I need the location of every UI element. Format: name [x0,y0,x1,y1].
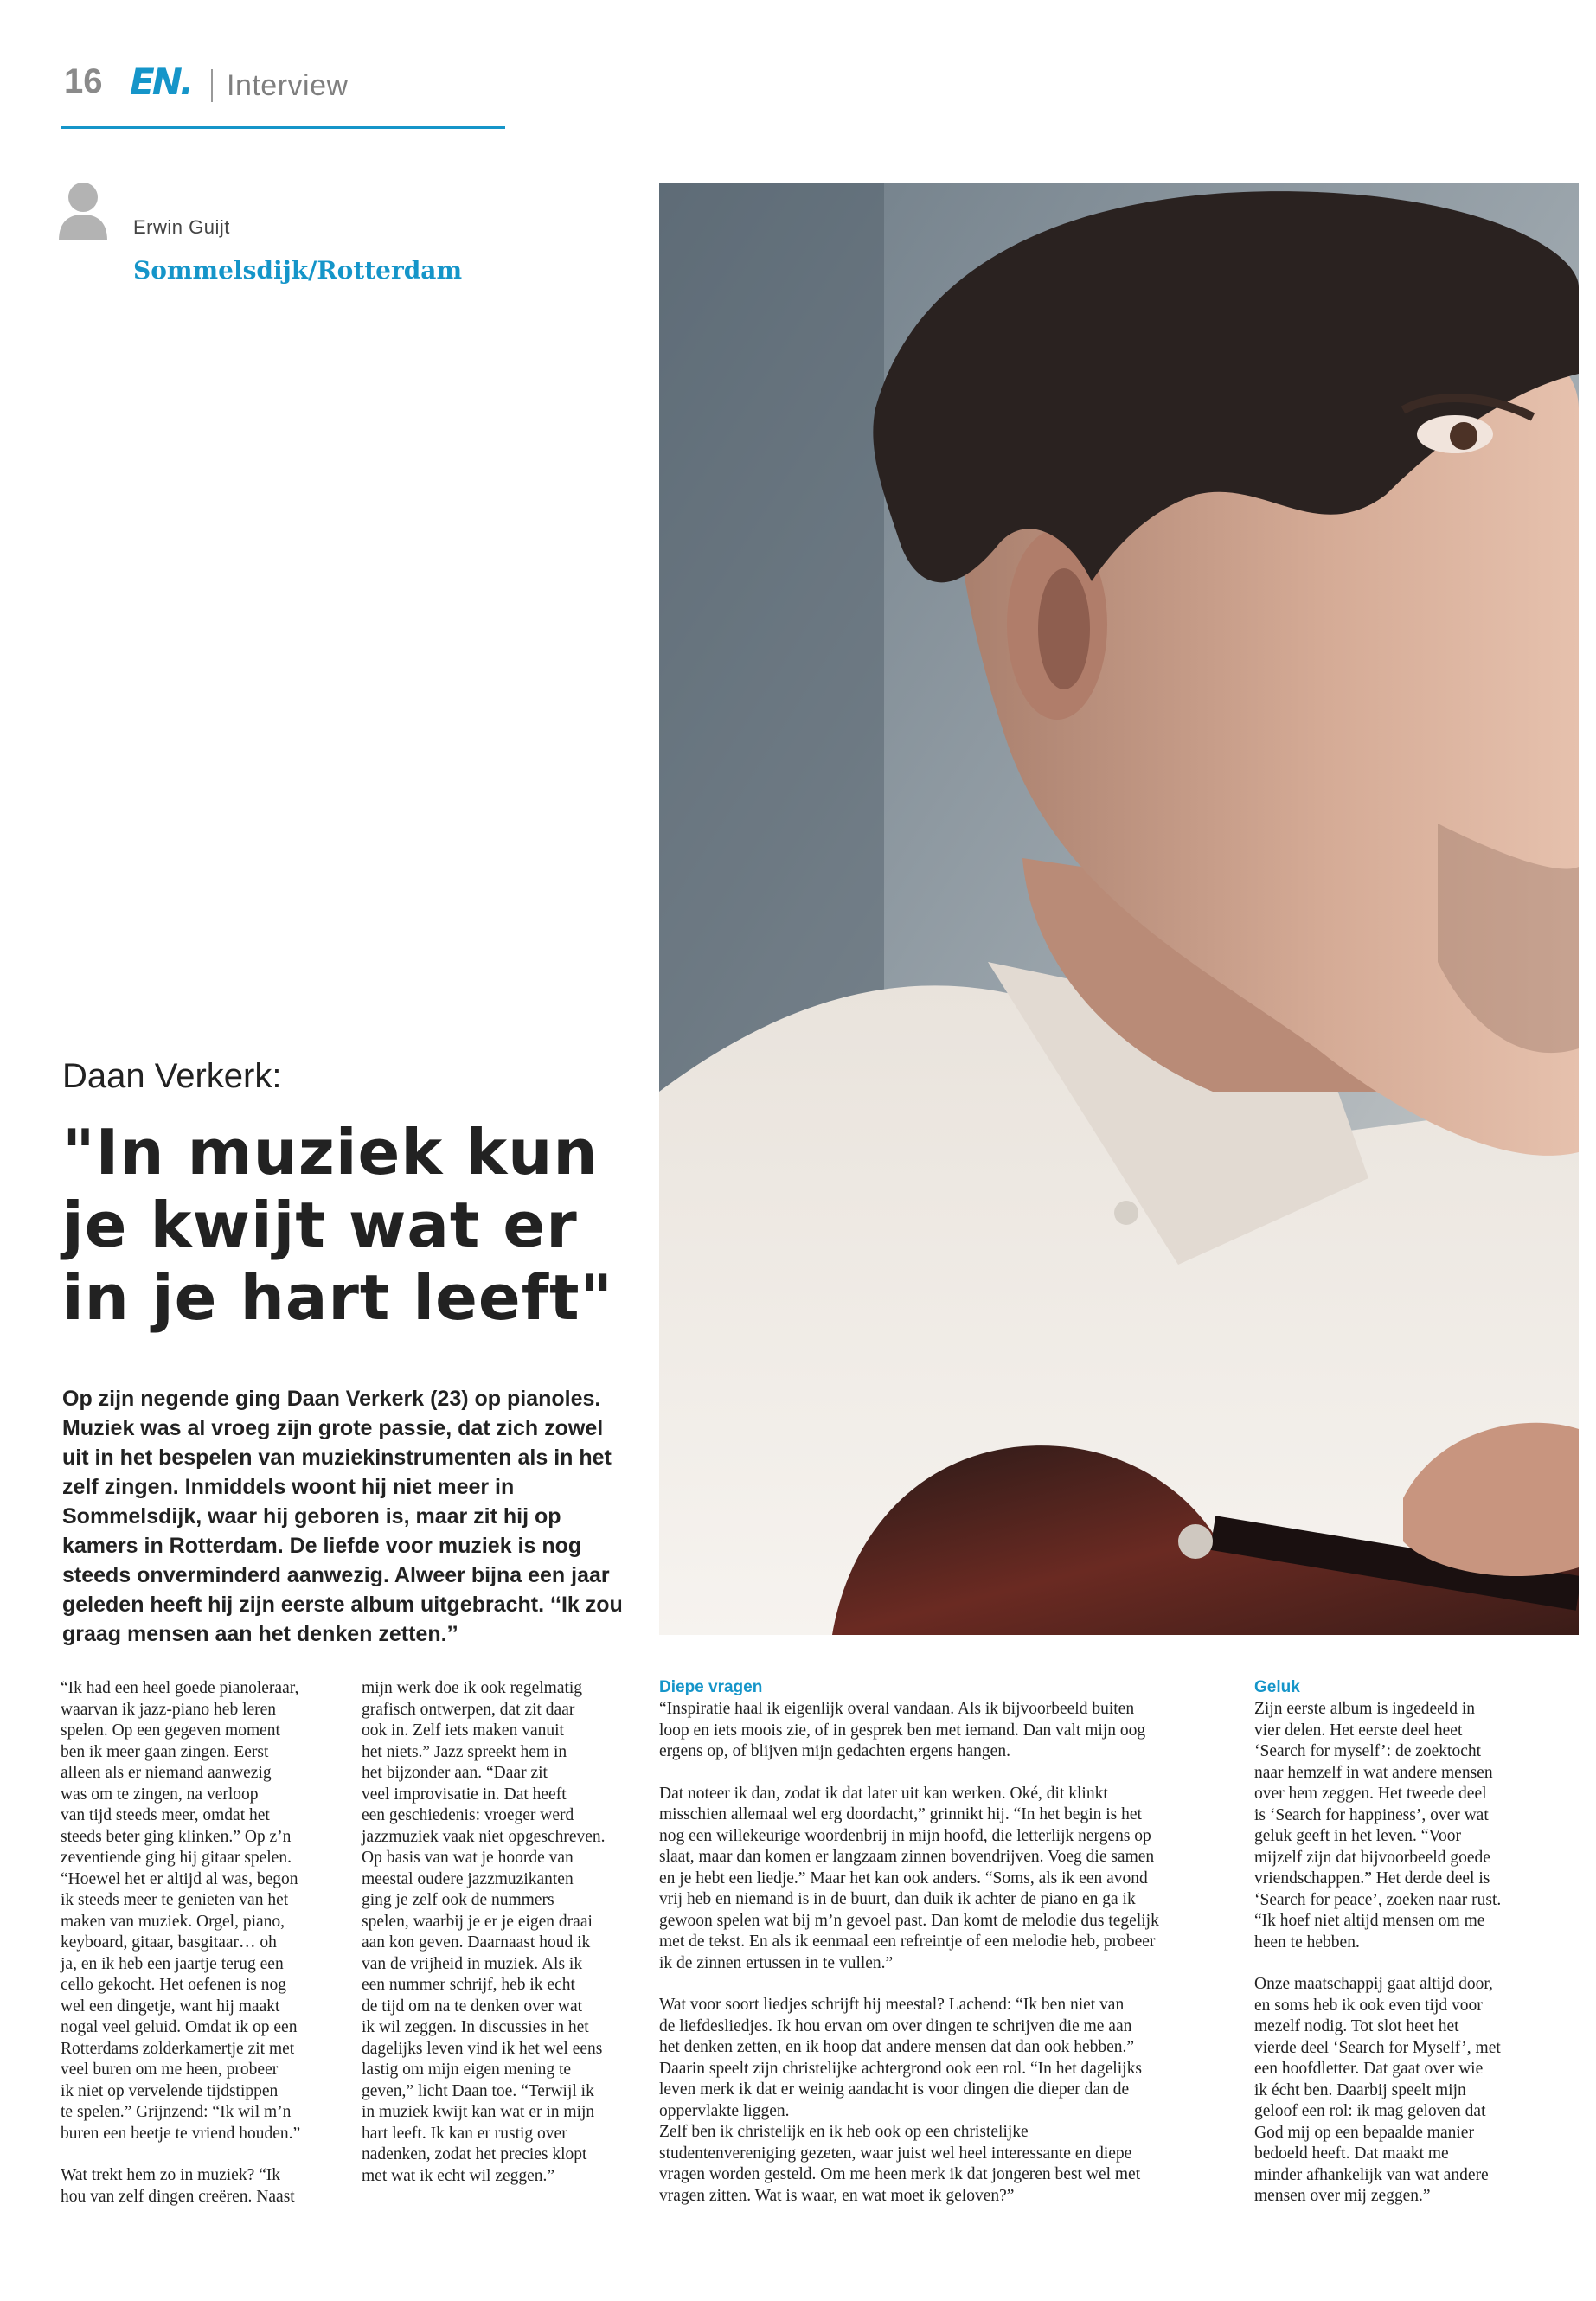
headline-line: in je hart leeft" [62,1261,614,1334]
person-silhouette-icon [57,180,109,240]
portrait-photo [659,183,1579,1635]
body-paragraph: Onze maatschappij gaat altijd door, en soms heb ik ook even tijd voor mezelf nodig. Tot slot heet het vierde deel ‘Search for Myself’, met een hoofdletter. Dat gaat over wie ik écht ben. Daarbij speelt mijn geloof een rol: ik mag geloven dat God mij op een bepaalde manier bedoeld heeft. Dat maakt me minder afhankelijk van wat andere mensen over mij zeggen.” [1254,1975,1501,2205]
body-paragraph: “Ik had een heel goede pianoleraar, waarvan ik jazz-piano heb leren spelen. Op een gegeven moment ben ik meer gaan zingen. Eerst alleen als er niemand aanwezig was om te zingen, na verloop van tijd steeds meer, omdat het steeds beter ging klinken.” Op z’n zeventiende ging hij gitaar spelen. “Hoewel het er altijd al was, begon ik steeds meer te genieten van het maken van muziek. Orgel, piano, keyboard, gitaar, basgitaar… oh ja, en ik heb een jaartje terug een cello gekocht. Het oefenen is nog wel een dingetje, want hij maakt nogal veel geluid. Omdat ik op een Rotterdams zolderkamertje zit met veel buren om me heen, probeer ik niet op vervelende tijdstippen te spelen.” Grijnzend: “Ik wil m’n buren een beetje te vriend houden.” [61,1679,301,2143]
dateline-location: Sommelsdijk/Rotterdam [133,256,463,285]
body-paragraph: mijn werk doe ik ook regelmatig grafisch ontwerpen, dat zit daar ook in. Zelf iets maken vanuit het niets.” Jazz spreekt hem in het bijzonder aan. “Daar zit veel improvisatie in. Dat heeft een geschiedenis: vroeger werd jazzmuziek vaak niet opgeschreven. Op basis van wat je hoorde van meestal oudere jazzmuzikanten ging je zelf ook de nummers spelen, waarbij je er je eigen draai aan kon geven. Daarnaast houd ik van de vrijheid in muziek. Als ik een nummer schrijf, heb ik echt de tijd om na te denken over wat ik wil zeggen. In discussies in het dagelijks leven vind ik het wel eens lastig om mijn eigen mening te geven,” licht Daan toe. “Terwijl ik in muziek kwijt kan wat er in mijn hart leeft. Ik kan er rustig over nadenken, zodat het precies klopt met wat ik echt wil zeggen.” [362,1679,606,2185]
lead-paragraph: Op zijn negende ging Daan Verkerk (23) op pianoles. Muziek was al vroeg zijn grote passie, dat zich zowel uit in het bespelen van muziekinstrumenten als in het zelf zingen. Inmiddels woont hij niet meer in Sommelsdijk, waar hij geboren is, maar zit hij op kamers in Rotterdam. De liefde voor muziek is nog steeds onverminderd aanwezig. Alweer bijna een jaar geleden heeft hij zijn eerste album uitgebracht. ‘‘Ik zou graag mensen aan het denken zetten.’’ [62,1387,623,1646]
body-column-3 [659,1678,1221,2207]
headline-kicker: Daan Verkerk: [62,1057,282,1095]
headline-line: je kwijt wat er [62,1189,578,1261]
subheading: Geluk [1254,1678,1300,1696]
body-column-4 [1254,1678,1535,2208]
header-rule [61,126,505,129]
header-separator [211,69,213,102]
headline-line: "In muziek kun [62,1116,599,1189]
headline [62,1116,651,1334]
body-column-2 [362,1678,637,2187]
page-number: 16 [64,62,103,100]
subheading: Diepe vragen [659,1678,763,1696]
body-paragraph: “Inspiratie haal ik eigenlijk overal vandaan. Als ik bijvoorbeeld buiten loop en iets moois zie, of in gesprek ben met iemand. Dan valt mijn oog ergens op, of blijven mijn gedachten ergens hangen. [659,1700,1146,1760]
brand-logo: EN. [130,61,191,103]
author-name: Erwin Guijt [133,216,230,238]
body-paragraph: Zijn eerste album is ingedeeld in vier delen. Het eerste deel heet ‘Search for myself’: de zoektocht naar hemzelf in wat andere mensen over hem zeggen. Het tweede deel is ‘Search for happiness’, over wat geluk geeft in het leven. “Voor mijzelf zijn dat bijvoorbeeld goede vriendschappen.” Het derde deel is ‘Search for peace’, zoeken naar rust. “Ik hoef niet altijd mensen om me heen te hebben. [1254,1700,1502,1952]
body-column-1 [61,1678,339,2208]
body-paragraph: Wat trekt hem zo in muziek? “Ik hou van zelf dingen creëren. Naast [61,2166,295,2206]
body-paragraph: Dat noteer ik dan, zodat ik dat later uit kan werken. Oké, dit klinkt misschien allemaal wel erg doordacht,” grinnikt hij. “In het begin is het nog een willekeurige woordenbrij in mijn hoofd, die letterlijk nergens op slaat, maar dan komen er langzaam zinnen bovendrijven. Voeg die samen en je hebt een liedje.” Maar het kan ook anders. “Soms, als ik een avond vrij heb en niemand is in de buurt, dan duik ik achter de piano en ga ik gewoon spelen wat bij m’n gevoel past. Dan komt de melodie dus tegelijk met de tekst. En als ik eenmaal een refreintje of een melodie heb, probeer ik de zinnen ertussen in te vullen.” [659,1784,1159,1972]
body-paragraph: Wat voor soort liedjes schrijft hij meestal? Lachend: “Ik ben niet van de liefdesliedjes. Ik hou ervan om over dingen te schrijven die me aan het denken zetten, en ik hoop dat andere mensen dat dan ook hebben.” Daarin speelt zijn christelijke achtergrond ook een rol. “In het dagelijks leven merk ik dat er weinig aandacht is voor dingen die dieper dan de oppervlakte liggen. Zelf ben ik christelijk en ik heb ook op een christelijke studentenvereniging gezeten, waar juist wel heel interessante en diepe vragen worden gesteld. Om me heen merk ik dat jongeren best wel met vragen zitten. Wat is waar, en wat moet ik geloven?” [659,1996,1142,2205]
section-label: Interview [227,69,349,102]
